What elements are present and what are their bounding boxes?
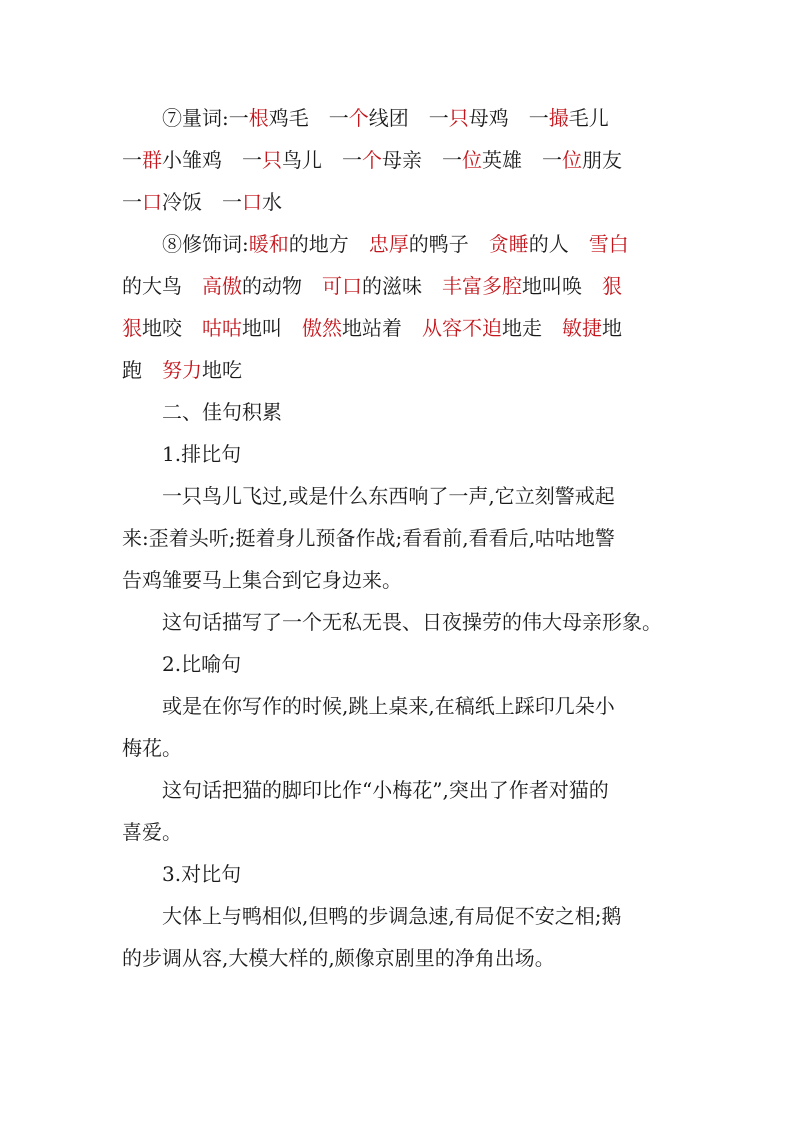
highlighted-word: 忠厚 <box>368 232 409 256</box>
highlighted-word: 狠 <box>122 316 142 340</box>
text-segment: 地叫 <box>242 316 302 340</box>
measure-words-line-3 <box>122 189 282 215</box>
paragraph-line: 告鸡雏要马上集合到它身边来。 <box>122 568 402 592</box>
text-segment: 的人 <box>528 232 589 256</box>
modifiers-line-2 <box>122 273 622 299</box>
parallel-sentence-heading: 1.排比句 <box>162 442 242 466</box>
paragraph-line: 或是在你写作的时候,跳上桌来,在稿纸上踩印几朵小 <box>162 694 615 718</box>
text-segment: 的地方 <box>288 232 369 256</box>
highlighted-word: 努力 <box>162 358 202 382</box>
text-segment: 的鸭子 <box>408 232 489 256</box>
highlighted-word: 只 <box>262 148 282 172</box>
text-segment: 母鸡 一 <box>468 106 549 130</box>
text-segment: 地咬 <box>142 316 202 340</box>
text-segment: 水 <box>262 190 282 214</box>
paragraph-line: 的步调从容,大模大样的,颇像京剧里的净角出场。 <box>122 946 555 970</box>
paragraph-line: 一只鸟儿飞过,或是什么东西响了一声,它立刻警戒起 <box>162 484 615 508</box>
contrast-sentence-heading: 3.对比句 <box>162 862 242 886</box>
text-segment: 一 <box>122 190 142 214</box>
measure-words-label: ⑦量词: <box>162 106 229 130</box>
modifiers-line-1 <box>162 231 629 257</box>
highlighted-word: 从容不迫 <box>422 316 502 340</box>
section-heading: 二、佳句积累 <box>162 400 282 424</box>
highlighted-word: 高傲 <box>202 274 242 298</box>
highlighted-word: 个 <box>348 106 369 130</box>
comment-line: 这句话描写了一个无私无畏、日夜操劳的伟大母亲形象。 <box>162 610 662 634</box>
highlighted-word: 狠 <box>602 274 622 298</box>
text-segment: 的大鸟 <box>122 274 202 298</box>
text-segment: 跑 <box>122 358 162 382</box>
highlighted-word: 撮 <box>548 106 569 130</box>
modifiers-line-3 <box>122 315 622 341</box>
text-segment: 一 <box>122 148 142 172</box>
highlighted-word: 位 <box>562 148 582 172</box>
metaphor-sentence-heading: 2.比喻句 <box>162 652 242 676</box>
text-segment: 的动物 <box>242 274 322 298</box>
measure-words-line-2 <box>122 147 622 173</box>
paragraph-line: 来:歪着头听;挺着身儿预备作战;看看前,看看后,咕咕地警 <box>122 526 615 550</box>
text-segment: 地站着 <box>342 316 422 340</box>
text-segment: 冷饭 一 <box>162 190 242 214</box>
highlighted-word: 贪睡 <box>488 232 529 256</box>
highlighted-word: 丰富多腔 <box>442 274 522 298</box>
highlighted-word: 口 <box>142 190 162 214</box>
highlighted-word: 只 <box>448 106 469 130</box>
text-segment: 地 <box>602 316 622 340</box>
comment-line: 喜爱。 <box>122 820 182 844</box>
text-segment: 母亲 一 <box>382 148 462 172</box>
measure-words-line-1 <box>162 105 609 131</box>
comment-line: 这句话把猫的脚印比作“小梅花”,突出了作者对猫的 <box>162 778 609 802</box>
highlighted-word: 傲然 <box>302 316 342 340</box>
highlighted-word: 可口 <box>322 274 362 298</box>
paragraph-line: 梅花。 <box>122 736 182 760</box>
highlighted-word: 位 <box>462 148 482 172</box>
paragraph-line: 大体上与鸭相似,但鸭的步调急速,有局促不安之相;鹅 <box>162 904 622 928</box>
text-segment: 鸟儿 一 <box>282 148 362 172</box>
modifiers-label: ⑧修饰词: <box>162 232 249 256</box>
text-segment: 一 <box>228 106 249 130</box>
text-segment: 毛儿 <box>568 106 609 130</box>
highlighted-word: 雪白 <box>588 232 629 256</box>
text-segment: 地叫唤 <box>522 274 602 298</box>
text-segment: 地吃 <box>202 358 242 382</box>
highlighted-word: 咕咕 <box>202 316 242 340</box>
text-segment: 线团 一 <box>368 106 449 130</box>
text-segment: 鸡毛 一 <box>268 106 349 130</box>
highlighted-word: 敏捷 <box>562 316 602 340</box>
text-segment: 地走 <box>502 316 562 340</box>
highlighted-word: 暖和 <box>248 232 289 256</box>
text-segment: 的滋味 <box>362 274 442 298</box>
highlighted-word: 个 <box>362 148 382 172</box>
text-segment: 小雏鸡 一 <box>162 148 262 172</box>
highlighted-word: 口 <box>242 190 262 214</box>
modifiers-line-4 <box>122 357 242 383</box>
text-segment: 朋友 <box>582 148 622 172</box>
highlighted-word: 根 <box>248 106 269 130</box>
text-segment: 英雄 一 <box>482 148 562 172</box>
highlighted-word: 群 <box>142 148 162 172</box>
